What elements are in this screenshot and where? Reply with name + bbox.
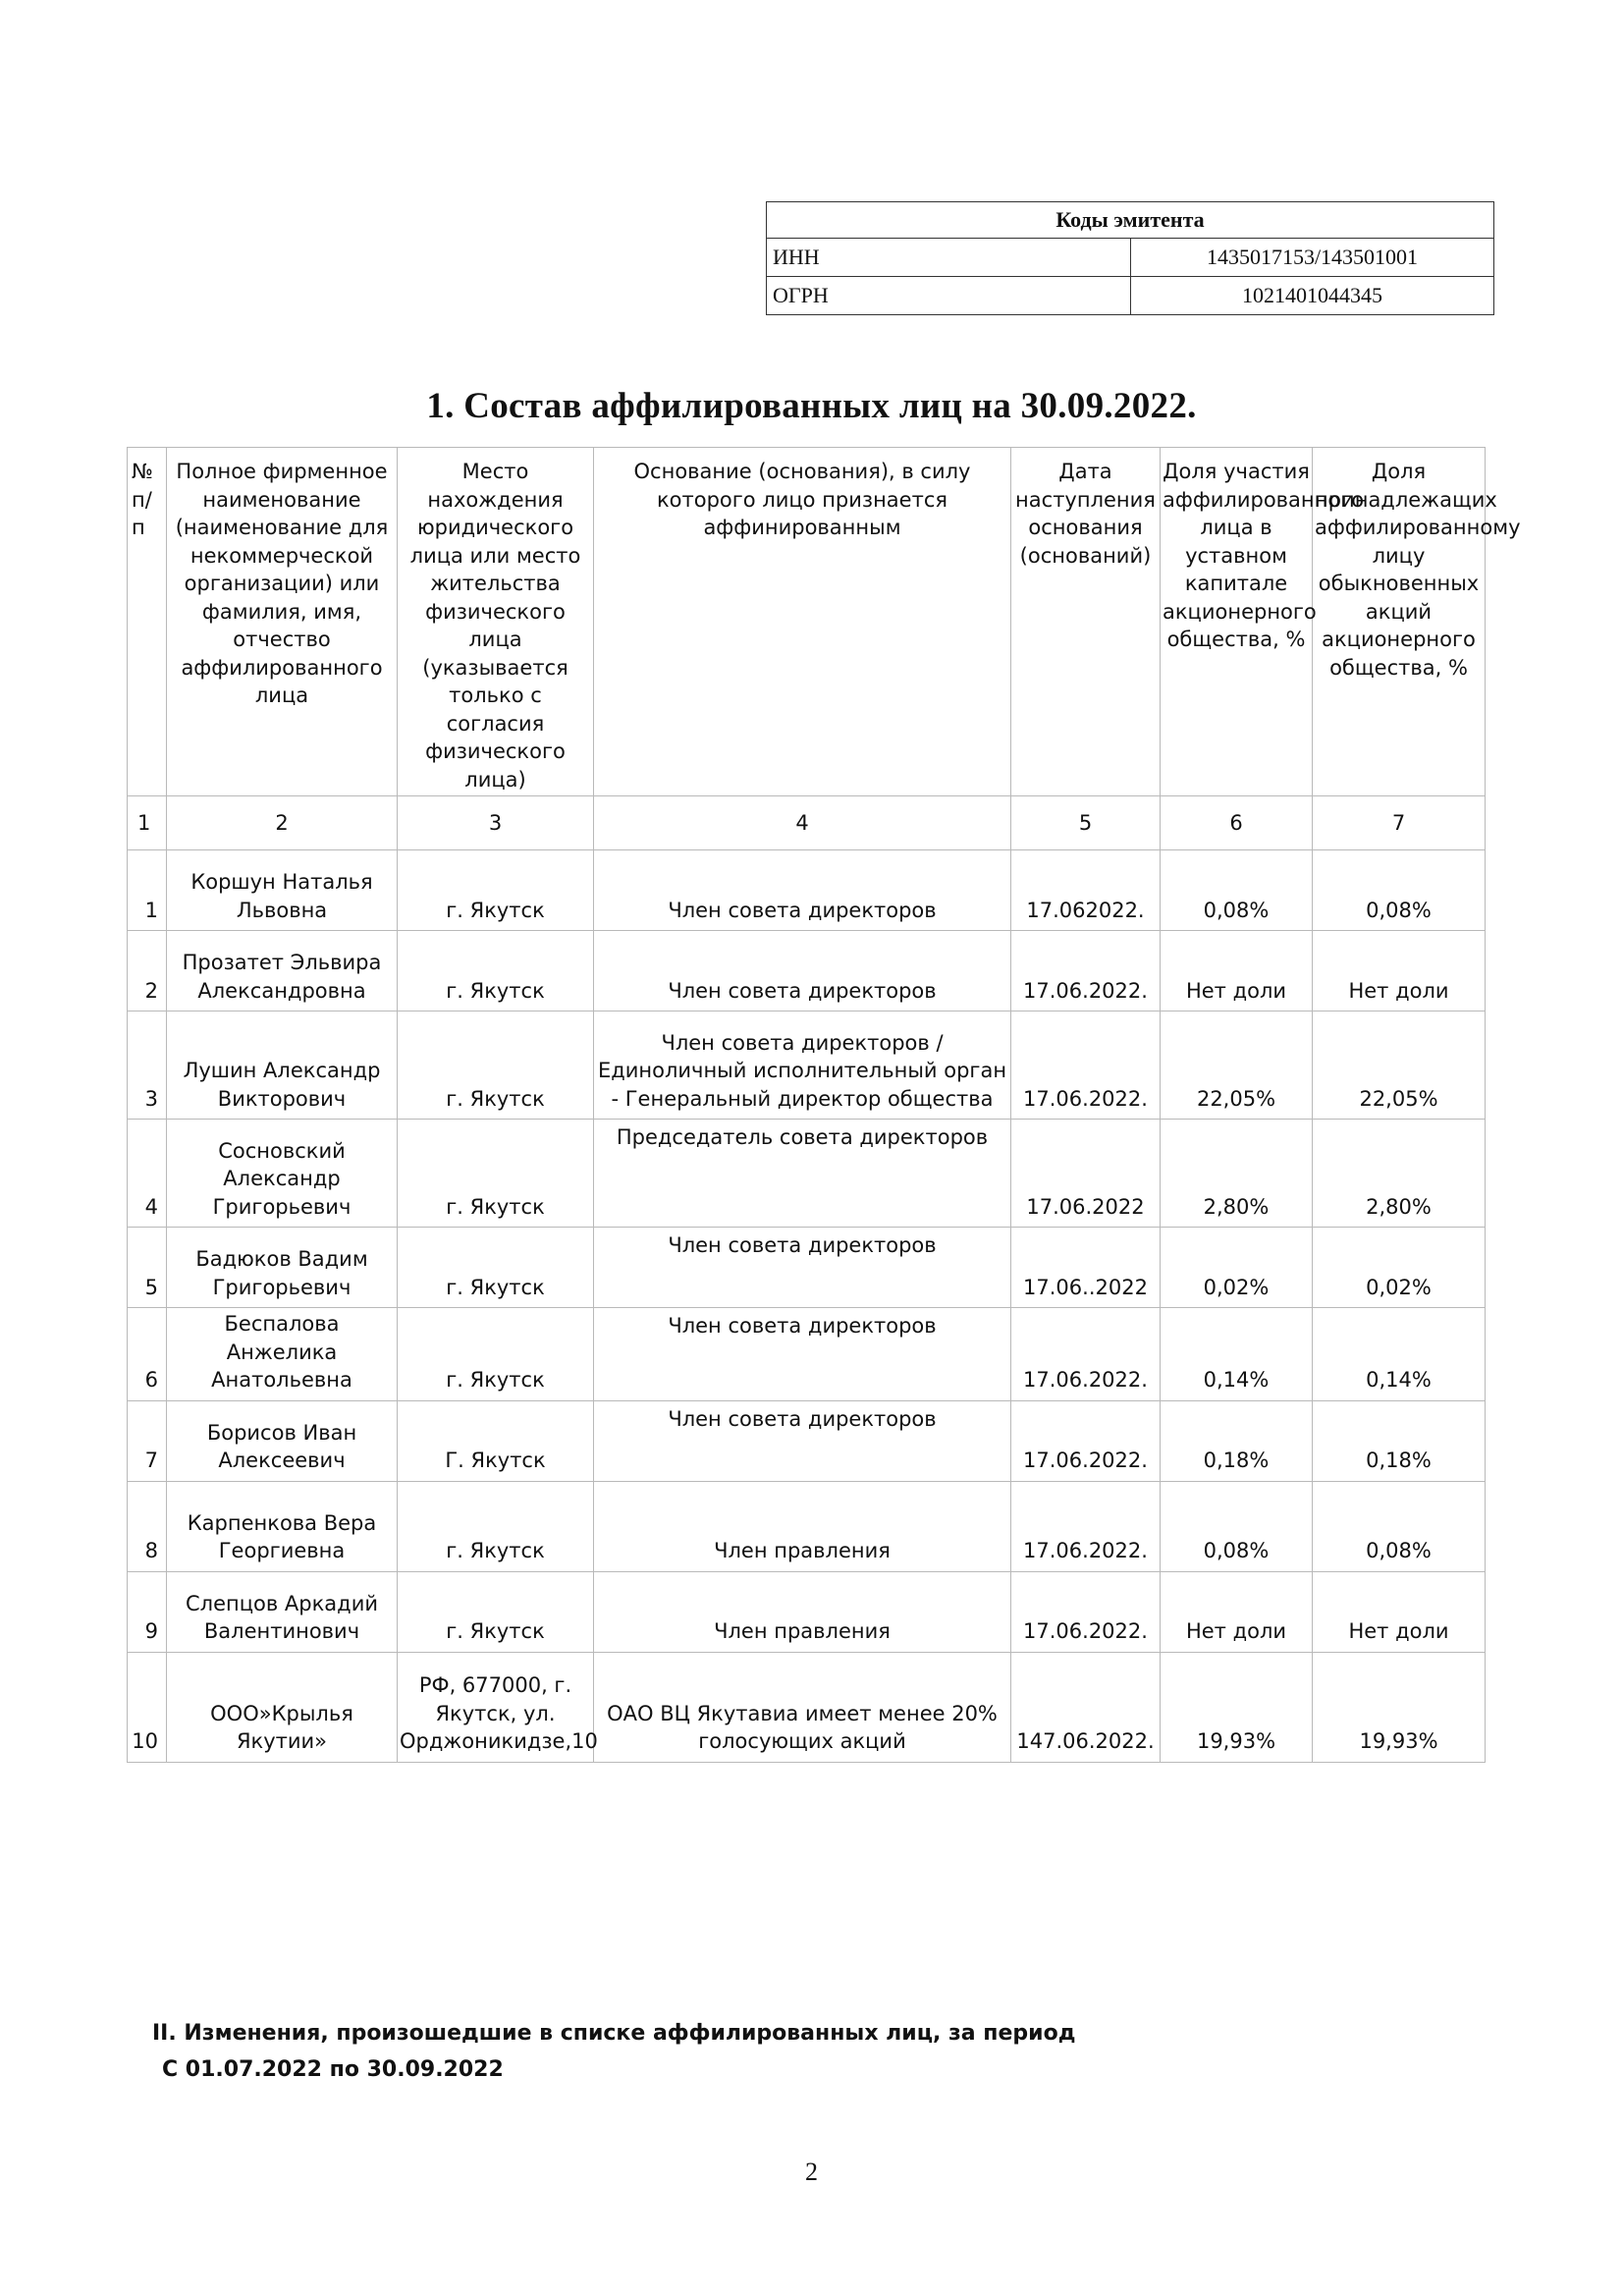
table-header-row	[128, 448, 1486, 796]
row-number: 9	[128, 1571, 167, 1652]
affiliate-name: Слепцов Аркадий Валентинович	[167, 1571, 398, 1652]
table-row	[128, 1652, 1486, 1762]
table-row	[128, 931, 1486, 1011]
header-basis: Основание (основания), в силу которого лицо признается аффинированным	[594, 448, 1011, 796]
ogrn-value: 1021401044345	[1131, 277, 1494, 315]
basis-date: 17.06.2022	[1011, 1120, 1161, 1228]
table-row	[128, 1228, 1486, 1308]
stock-share: Нет доли	[1313, 931, 1486, 1011]
table-row	[128, 1481, 1486, 1571]
affiliate-name: Борисов Иван Алексеевич	[167, 1400, 398, 1481]
column-number: 6	[1161, 796, 1313, 850]
table-row	[128, 1011, 1486, 1120]
affiliate-location: г. Якутск	[398, 1571, 594, 1652]
affiliate-name: Беспалова Анжелика Анатольевна	[167, 1308, 398, 1401]
affiliate-location: г. Якутск	[398, 850, 594, 931]
basis-date: 17.062022.	[1011, 850, 1161, 931]
stock-share: 0,14%	[1313, 1308, 1486, 1401]
issuer-codes-header: Коды эмитента	[767, 202, 1494, 239]
row-number: 5	[128, 1228, 167, 1308]
column-number: 1	[128, 796, 167, 850]
stock-share: 22,05%	[1313, 1011, 1486, 1120]
capital-share: 0,14%	[1161, 1308, 1313, 1401]
affiliation-basis: Председатель совета директоров	[594, 1120, 1011, 1228]
basis-date: 17.06.2022.	[1011, 1400, 1161, 1481]
stock-share: 0,08%	[1313, 850, 1486, 931]
basis-date: 17.06.2022.	[1011, 1481, 1161, 1571]
basis-date: 17.06.2022.	[1011, 1308, 1161, 1401]
table-row	[128, 850, 1486, 931]
ogrn-label: ОГРН	[767, 277, 1131, 315]
capital-share: 0,02%	[1161, 1228, 1313, 1308]
capital-share: Нет доли	[1161, 931, 1313, 1011]
row-number: 2	[128, 931, 167, 1011]
affiliation-basis: Член совета директоров	[594, 1228, 1011, 1308]
affiliate-name: Сосновский Александр Григорьевич	[167, 1120, 398, 1228]
header-place: Место нахождения юридического лица или место жительства физического лица (указывается только с согласия физического лица)	[398, 448, 594, 796]
capital-share: 0,18%	[1161, 1400, 1313, 1481]
basis-date: 17.06..2022	[1011, 1228, 1161, 1308]
page-number: 2	[805, 2158, 818, 2186]
affiliation-basis: Член совета директоров	[594, 1400, 1011, 1481]
header-capital-share: Доля участия аффилированного лица в уставном капитале акционерного общества, %	[1161, 448, 1313, 796]
affiliate-name: Коршун Наталья Львовна	[167, 850, 398, 931]
affiliation-basis: Член совета директоров / Единоличный исполнительный орган - Генеральный директор общества	[594, 1011, 1011, 1120]
stock-share: 0,02%	[1313, 1228, 1486, 1308]
stock-share: 19,93%	[1313, 1652, 1486, 1762]
column-number: 3	[398, 796, 594, 850]
capital-share: 0,08%	[1161, 850, 1313, 931]
issuer-codes-table	[766, 201, 1494, 315]
affiliate-name: Прозатет Эльвира Александровна	[167, 931, 398, 1011]
column-number: 4	[594, 796, 1011, 850]
affiliate-location: Г. Якутск	[398, 1400, 594, 1481]
basis-date: 17.06.2022.	[1011, 931, 1161, 1011]
column-number: 2	[167, 796, 398, 850]
inn-value: 1435017153/143501001	[1131, 239, 1494, 277]
affiliation-basis: ОАО ВЦ Якутавиа имеет менее 20% голосующих акций	[594, 1652, 1011, 1762]
capital-share: 2,80%	[1161, 1120, 1313, 1228]
affiliate-name: ООО»Крылья Якутии»	[167, 1652, 398, 1762]
affiliate-location: г. Якутск	[398, 1228, 594, 1308]
affiliate-location: РФ, 677000, г. Якутск, ул. Орджоникидзе,10	[398, 1652, 594, 1762]
changes-section	[152, 2015, 1075, 2088]
row-number: 6	[128, 1308, 167, 1401]
affiliate-location: г. Якутск	[398, 1120, 594, 1228]
row-number: 3	[128, 1011, 167, 1120]
header-date: Дата наступления основания (оснований)	[1011, 448, 1161, 796]
affiliation-basis: Член совета директоров	[594, 931, 1011, 1011]
row-number: 10	[128, 1652, 167, 1762]
header-name: Полное фирменное наименование (наименование для некоммерческой организации) или фамилия, имя, отчество аффилированного лица	[167, 448, 398, 796]
capital-share: 19,93%	[1161, 1652, 1313, 1762]
changes-heading: II. Изменения, произошедшие в списке аффилированных лиц, за период	[152, 2021, 1076, 2046]
table-row	[128, 1120, 1486, 1228]
affiliation-basis: Член правления	[594, 1571, 1011, 1652]
column-number: 5	[1011, 796, 1161, 850]
affiliate-location: г. Якутск	[398, 1481, 594, 1571]
row-number: 1	[128, 850, 167, 931]
capital-share: 0,08%	[1161, 1481, 1313, 1571]
capital-share: Нет доли	[1161, 1571, 1313, 1652]
stock-share: 2,80%	[1313, 1120, 1486, 1228]
capital-share: 22,05%	[1161, 1011, 1313, 1120]
changes-period: С 01.07.2022 по 30.09.2022	[162, 2057, 504, 2082]
affiliates-table	[127, 447, 1521, 1763]
basis-date: 17.06.2022.	[1011, 1571, 1161, 1652]
table-row	[128, 1400, 1486, 1481]
row-number: 8	[128, 1481, 167, 1571]
affiliation-basis: Член совета директоров	[594, 1308, 1011, 1401]
column-number: 7	[1313, 796, 1486, 850]
section-title: 1. Состав аффилированных лиц на 30.09.2022.	[426, 386, 1197, 426]
row-number: 7	[128, 1400, 167, 1481]
affiliate-name: Карпенкова Вера Георгиевна	[167, 1481, 398, 1571]
inn-label: ИНН	[767, 239, 1131, 277]
header-number: № п/п	[128, 448, 167, 796]
stock-share: 0,08%	[1313, 1481, 1486, 1571]
affiliation-basis: Член совета директоров	[594, 850, 1011, 931]
affiliate-location: г. Якутск	[398, 1011, 594, 1120]
header-stock-share: Доля принадлежащих аффилированному лицу обыкновенных акций акционерного общества, %	[1313, 448, 1486, 796]
affiliation-basis: Член правления	[594, 1481, 1011, 1571]
table-row	[128, 1308, 1486, 1401]
column-number-row	[128, 796, 1486, 850]
basis-date: 17.06.2022.	[1011, 1011, 1161, 1120]
basis-date: 147.06.2022.	[1011, 1652, 1161, 1762]
stock-share: 0,18%	[1313, 1400, 1486, 1481]
stock-share: Нет доли	[1313, 1571, 1486, 1652]
row-number: 4	[128, 1120, 167, 1228]
affiliate-name: Бадюков Вадим Григорьевич	[167, 1228, 398, 1308]
affiliate-name: Лушин Александр Викторович	[167, 1011, 398, 1120]
affiliate-location: г. Якутск	[398, 1308, 594, 1401]
affiliate-location: г. Якутск	[398, 931, 594, 1011]
table-row	[128, 1571, 1486, 1652]
